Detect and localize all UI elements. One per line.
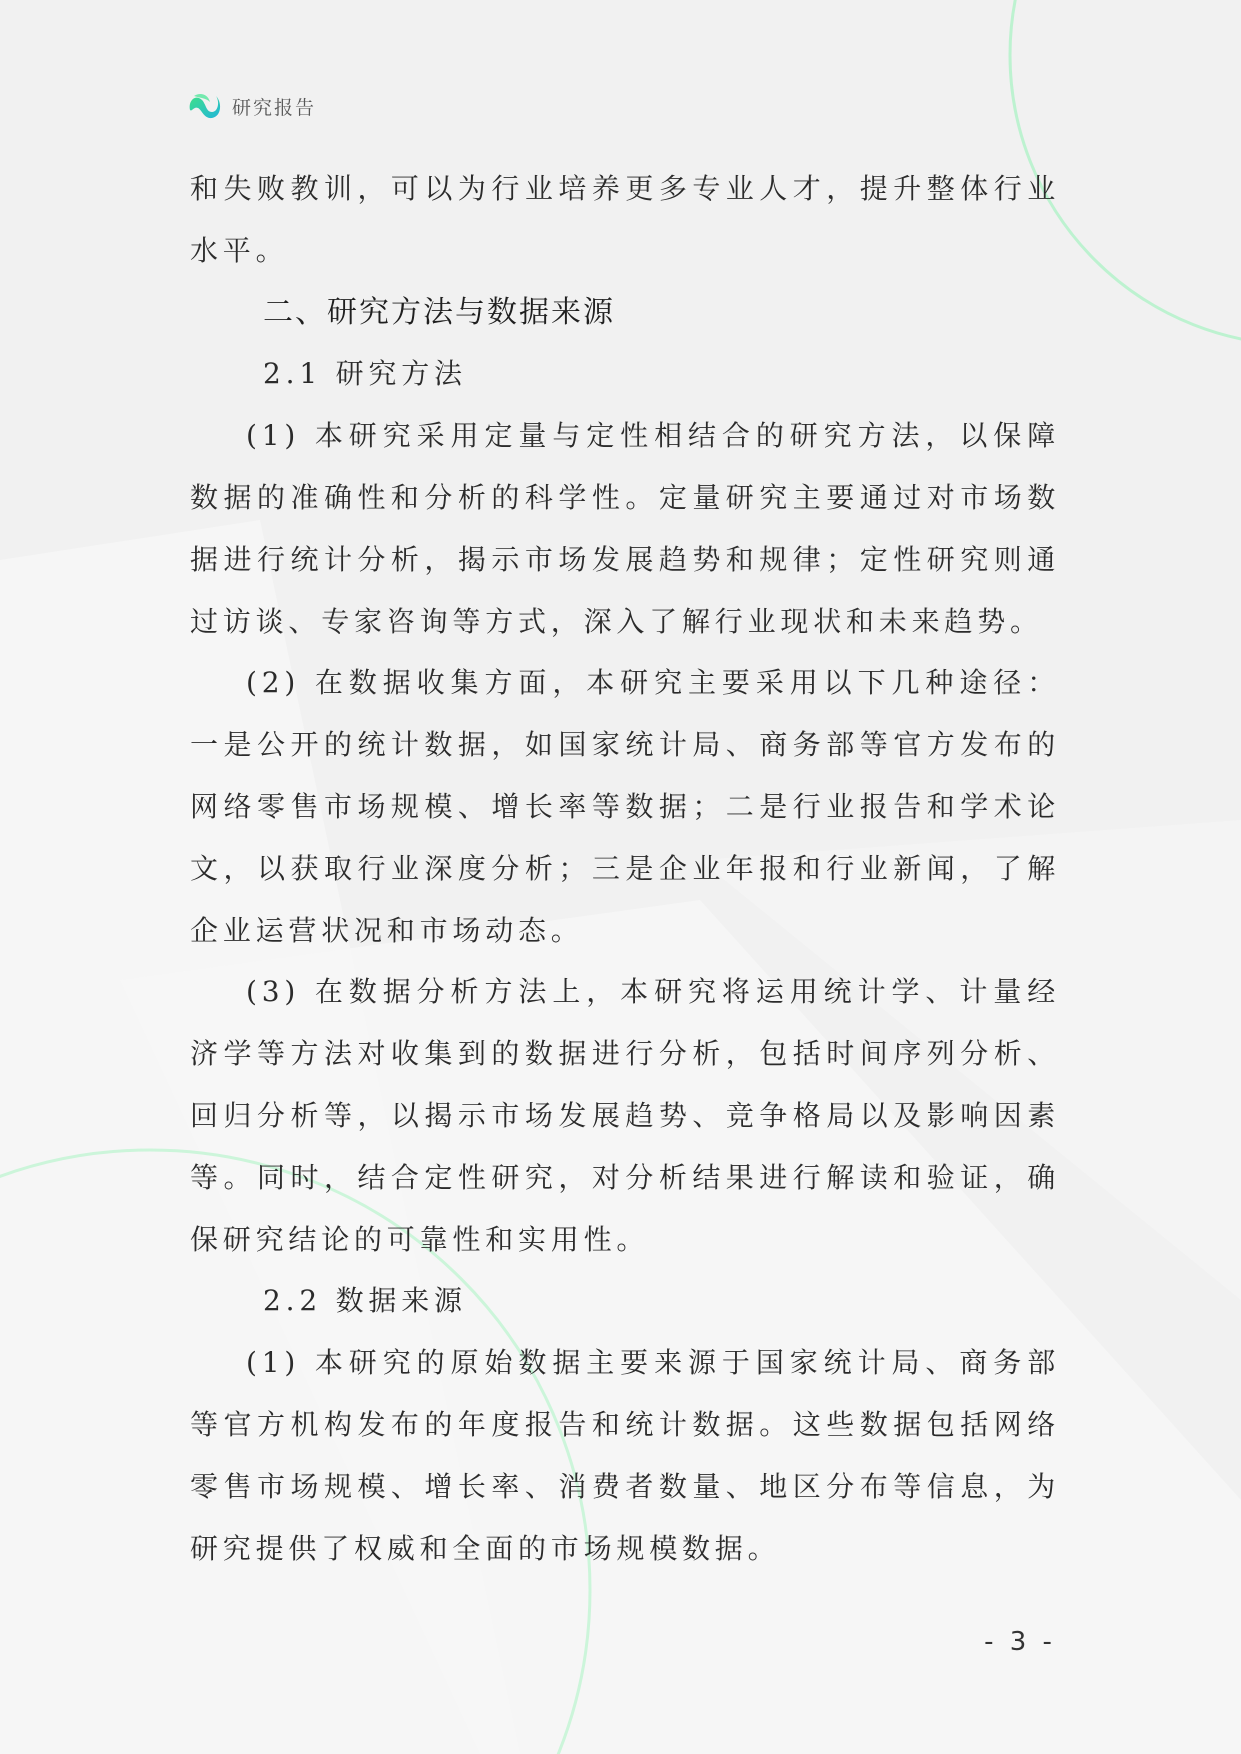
page-number: - 3 - xyxy=(984,1627,1056,1657)
data-sources-paragraph-1: (1) 本研究的原始数据主要来源于国家统计局、商务部等官方机构发布的年度报告和统计数据。这些数据包括网络零售市场规模、增长率、消费者数量、地区分布等信息，为研究提供了权威和全面的市场规模数据。 xyxy=(190,1346,1060,1565)
section-title: 二、研究方法与数据来源 xyxy=(263,294,615,330)
brand-logo-icon xyxy=(186,88,222,124)
subsection-title-data-sources: 2.2 数据来源 xyxy=(263,1284,467,1318)
report-header xyxy=(186,88,316,124)
methods-paragraph-3: (3) 在数据分析方法上，本研究将运用统计学、计量经济学等方法对收集到的数据进行分析，包括时间序列分析、回归分析等，以揭示市场发展趋势、竞争格局以及影响因素等。同时，结合定性研究，对分析结果进行解读和验证，确保研究结论的可靠性和实用性。 xyxy=(190,975,1060,1256)
subsection-title-methods: 2.1 研究方法 xyxy=(263,357,467,391)
header-title: 研究报告 xyxy=(232,96,317,119)
methods-paragraph-2: (2) 在数据收集方面，本研究主要采用以下几种途径：一是公开的统计数据，如国家统计局、商务部等官方发布的网络零售市场规模、增长率等数据；二是行业报告和学术论文，以获取行业深度分析；三是企业年报和行业新闻，了解企业运营状况和市场动态。 xyxy=(190,666,1060,947)
continued-paragraph: 和失败教训，可以为行业培养更多专业人才，提升整体行业水平。 xyxy=(190,172,1060,267)
document-body xyxy=(190,158,1060,1579)
methods-paragraph-1: (1) 本研究采用定量与定性相结合的研究方法，以保障数据的准确性和分析的科学性。定量研究主要通过对市场数据进行统计分析，揭示市场发展趋势和规律；定性研究则通过访谈、专家咨询等方式，深入了解行业现状和未来趋势。 xyxy=(190,419,1060,638)
